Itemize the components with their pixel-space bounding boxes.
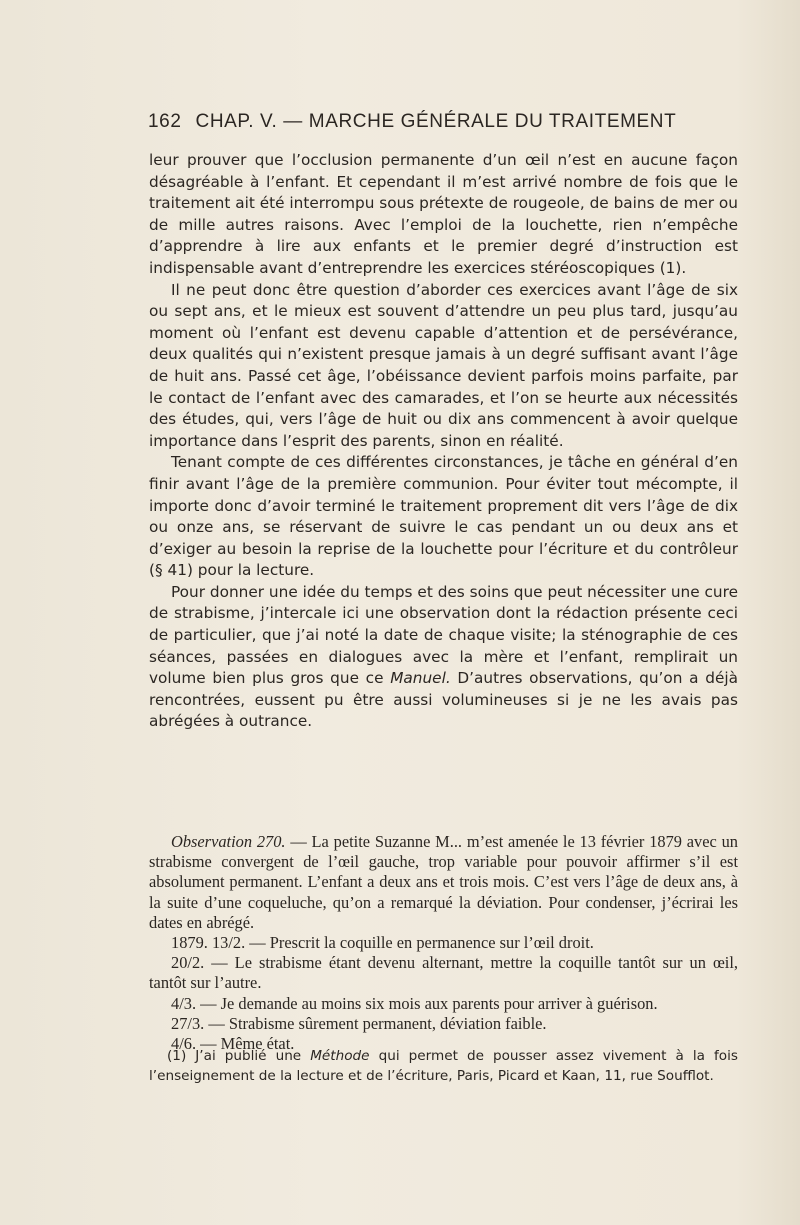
observation-entry: 20/2. — Le strabisme étant devenu alternant, mettre la coquille tantôt sur un œil, tantôt sur l’autre. bbox=[149, 953, 738, 993]
observation-entry: 4/6. — Même état. bbox=[171, 1034, 295, 1054]
running-title: CHAP. V. — MARCHE GÉNÉRALE DU TRAITEMENT bbox=[195, 111, 677, 132]
paragraph-4-start: Pour donner une idée du temps et des soins que peut nécessiter une cure de strabisme, j’intercale ici une observation dont la rédaction présente ceci de particulier, que j’ai noté la date de chaque visite; la sténographie de ces séances, passées en dialogues avec la mère et l’enfant, remplirait un volume bien plus gros que ce bbox=[149, 582, 738, 688]
methode-title: Méthode bbox=[310, 1048, 370, 1064]
footnote bbox=[149, 1047, 738, 1086]
main-text bbox=[149, 150, 738, 733]
page-number: 162 bbox=[148, 111, 182, 132]
observation-entry: 27/3. — Strabisme sûrement permanent, déviation faible. bbox=[171, 1013, 547, 1033]
manuel-title: Manuel. bbox=[390, 669, 451, 688]
footnote-text bbox=[149, 1047, 738, 1086]
paragraph-4 bbox=[149, 582, 738, 733]
footnote-end: qui permet de pousser assez vivement à la fois l’enseignement de la lecture et de l’écriture, Paris, Picard et Kaan, 11, rue Soufflot. bbox=[149, 1048, 738, 1084]
observation-entry: 4/3. — Je demande au moins six mois aux parents pour arriver à guérison. bbox=[171, 993, 658, 1013]
paragraph-1: leur prouver que l’occlusion permanente d’un œil n’est en aucune façon désagréable à l’enfant. Et cependant il m’est arrivé nombre de fois que le traitement ait été interrompu sous prétexte de rougeole, de bains de mer ou de mille autres raisons. Avec l’emploi de la louchette, rien n’empêche d’apprendre à lire aux enfants et le premier degré d’instruction est indispensable avant d’entreprendre les exercices stéréoscopiques (1). bbox=[149, 151, 738, 277]
paragraph-3: Tenant compte de ces différentes circonstances, je tâche en général d’en finir avant l’âge de la première communion. Pour éviter tout mécompte, il importe donc d’avoir terminé le traitement proprement dit vers l’âge de dix ou onze ans, se réservant de suivre le cas pendant un ou deux ans et d’exiger au besoin la reprise de la louchette pour l’écriture et du contrôleur (§ 41) pour la lecture. bbox=[149, 453, 738, 580]
observation-entry: 1879. 13/2. — Prescrit la coquille en permanence sur l’œil droit. bbox=[171, 933, 594, 953]
observation-intro bbox=[149, 832, 738, 933]
observation-title: Observation 270. bbox=[171, 832, 286, 851]
paragraph-2: Il ne peut donc être question d’aborder ces exercices avant l’âge de six ou sept ans, et le mieux est souvent d’attendre un peu plus tard, jusqu’au moment où l’enfant est devenu capable d’attention et de persévérance, deux qualités qui n’existent presque jamais à un degré suffisant avant l’âge de huit ans. Passé cet âge, l’obéissance devient parfois moins parfaite, par le contact de l’enfant avec des camarades, et l’on se heurte aux nécessités des études, qui, vers l’âge de huit ou dix ans commencent à avoir quelque importance dans l’esprit des parents, sinon en réalité. bbox=[149, 280, 738, 450]
running-header bbox=[148, 111, 740, 133]
paragraph-4-end: D’autres observations, qu’on a déjà rencontrées, eussent pu être aussi volumineuses si je ne les avais pas abrégées à outrance. bbox=[149, 669, 738, 731]
observation-intro-text: — La petite Suzanne M... m’est amenée le 13 février 1879 avec un strabisme convergent de l’œil gauche, trop variable pour pouvoir affirmer s’il est absolument permanent. L’enfant a deux ans et trois mois. C’est vers l’âge de deux ans, à la suite d’une coqueluche, qu’on a remarqué la déviation. Pour condenser, j’écrirai les dates en abrégé. bbox=[149, 832, 738, 932]
footnote-start: (1) J’ai publié une bbox=[167, 1048, 311, 1064]
observation-block bbox=[149, 832, 738, 1054]
